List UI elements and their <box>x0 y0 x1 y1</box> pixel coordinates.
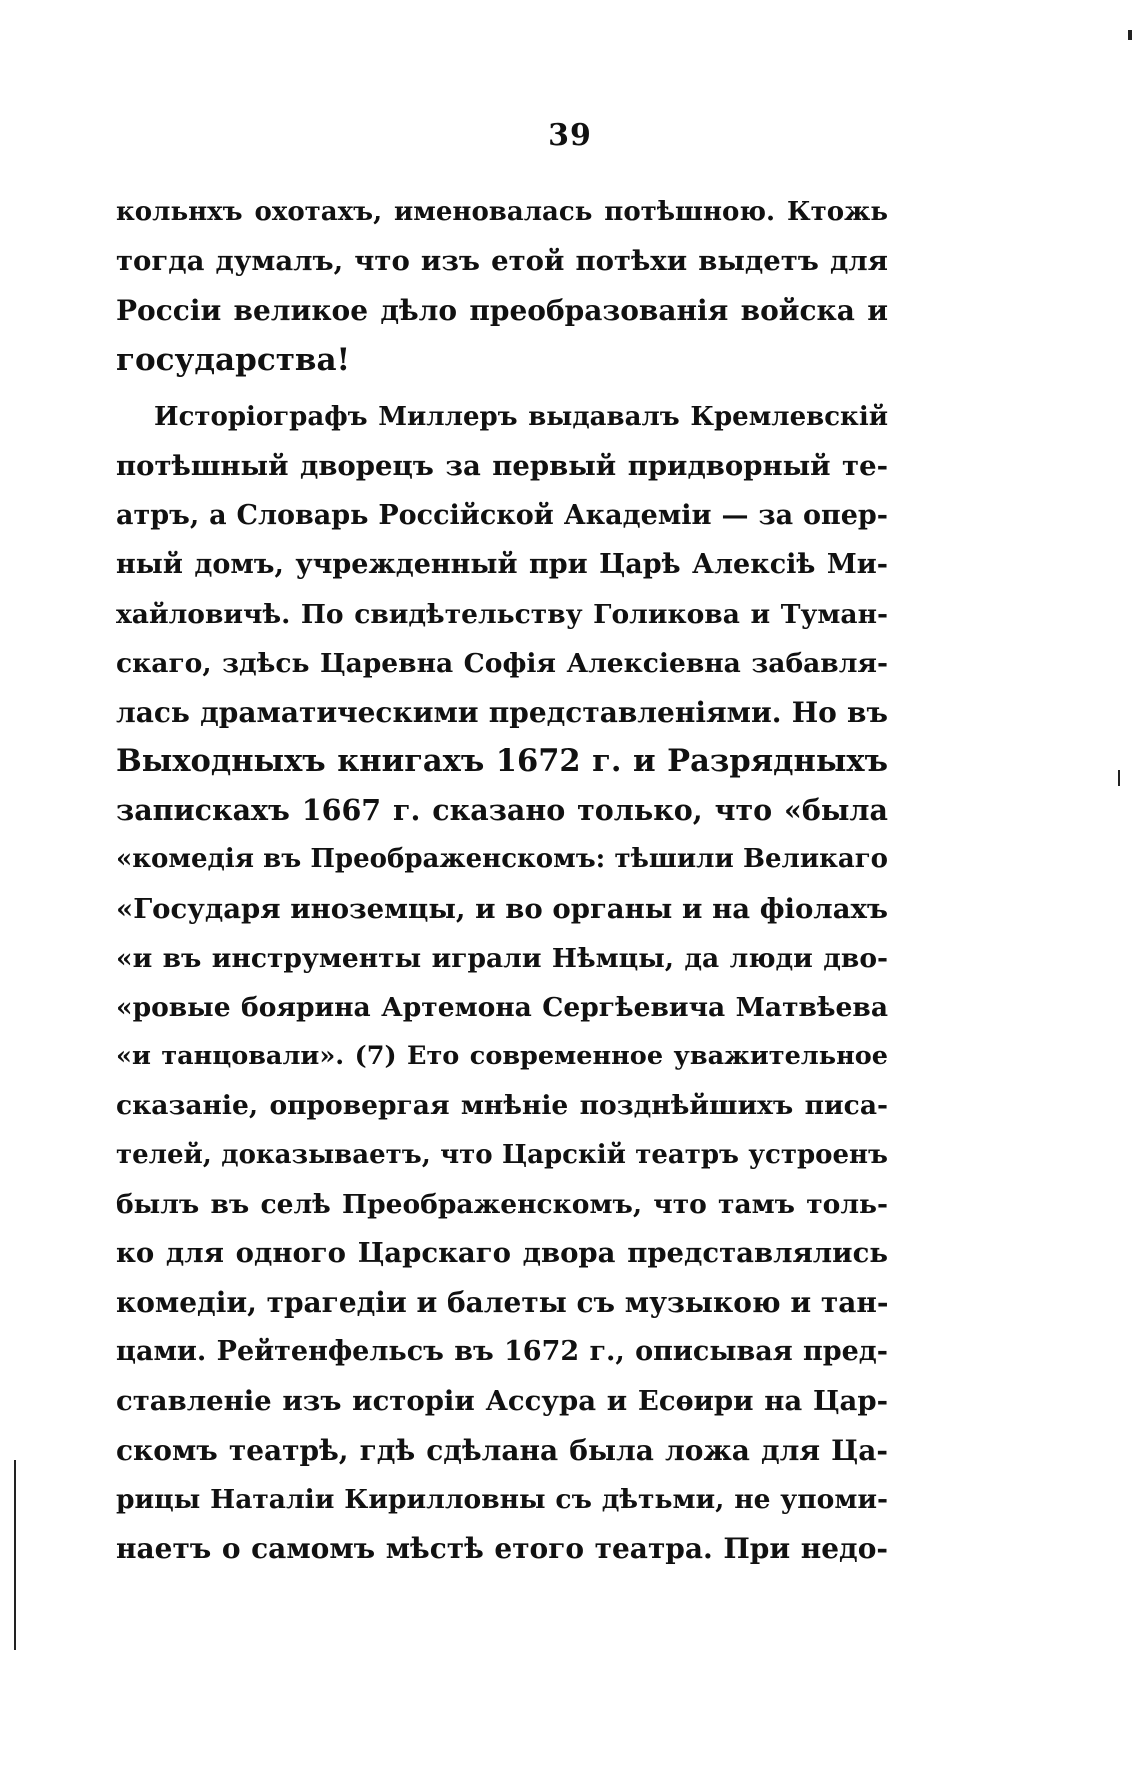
scan-mark-top-right <box>1128 30 1132 40</box>
text-line: атръ, а Словарь Россійской Академіи — за опер- <box>116 500 888 532</box>
text-line: «Государя иноземцы, и во органы и на фіолахъ <box>116 892 888 925</box>
text-line: тогда думалъ, что изъ етой потѣхи выдетъ для <box>116 245 888 278</box>
text-line: Россіи великое дѣло преобразованія войска и <box>116 294 888 328</box>
text-line: цами. Рейтенфельсъ въ 1672 г., описывая пред- <box>116 1336 888 1368</box>
text-line: комедіи, трагедіи и балеты съ музыкою и тан- <box>116 1286 889 1320</box>
text-line: Выходныхъ книгахъ 1672 г. и Разрядныхъ <box>116 743 888 780</box>
text-line: телей, доказываетъ, что Царскій театръ устроенъ <box>116 1139 888 1170</box>
text-line: сказаніе, опровергая мнѣніе позднѣйшихъ писа- <box>116 1090 888 1122</box>
text-line: «и въ инструменты играли Нѣмцы, да люди дво- <box>116 942 888 974</box>
text-line: запискахъ 1667 г. сказано только, что «была <box>116 793 888 828</box>
text-line: «и танцовали». (7) Ето современное уважительное <box>116 1041 888 1072</box>
text-line: кольнхъ охотахъ, именовалась потѣшною. Ктожь <box>116 197 888 227</box>
text-line: лась драматическими представленіями. Но въ <box>116 695 888 729</box>
text-line: потѣшный дворецъ за первый придворный те- <box>116 449 888 482</box>
text-line: скомъ театрѣ, гдѣ сдѣлана была ложа для Ца- <box>116 1433 888 1467</box>
text-line: ко для одного Царскаго двора представлялись <box>116 1236 888 1269</box>
text-line: хайловичѣ. По свидѣтельству Голикова и Туман- <box>116 598 888 630</box>
text-line: скаго, здѣсь Царевна Софія Алексіевна забавля- <box>116 647 888 679</box>
text-line: былъ въ селѣ Преображенскомъ, что тамъ толь- <box>116 1188 888 1220</box>
text-line: ставленіе изъ исторіи Ассура и Есѳири на Цар- <box>116 1384 888 1417</box>
page-text <box>116 188 888 1573</box>
page-number: 39 <box>548 118 592 153</box>
scan-mark-left <box>14 1460 16 1650</box>
text-line: ный домъ, учрежденный при Царѣ Алексіѣ Ми- <box>116 549 888 581</box>
text-line: рицы Наталіи Кирилловны съ дѣтьми, не упоми- <box>116 1483 888 1515</box>
paragraph-2 <box>116 393 888 1574</box>
text-line: «ровые боярина Артемона Сергѣевича Матвѣева <box>116 992 888 1023</box>
text-line: «комедія въ Преображенскомъ: тѣшили Великаго <box>116 844 888 875</box>
scan-mark-right <box>1118 770 1120 786</box>
text-line: государства! <box>116 341 351 378</box>
paragraph-1 <box>116 188 888 385</box>
text-line: наетъ о самомъ мѣстѣ етого театра. При недо- <box>116 1532 888 1566</box>
text-line: Исторіографъ Миллеръ выдавалъ Кремлевскій <box>154 401 888 432</box>
